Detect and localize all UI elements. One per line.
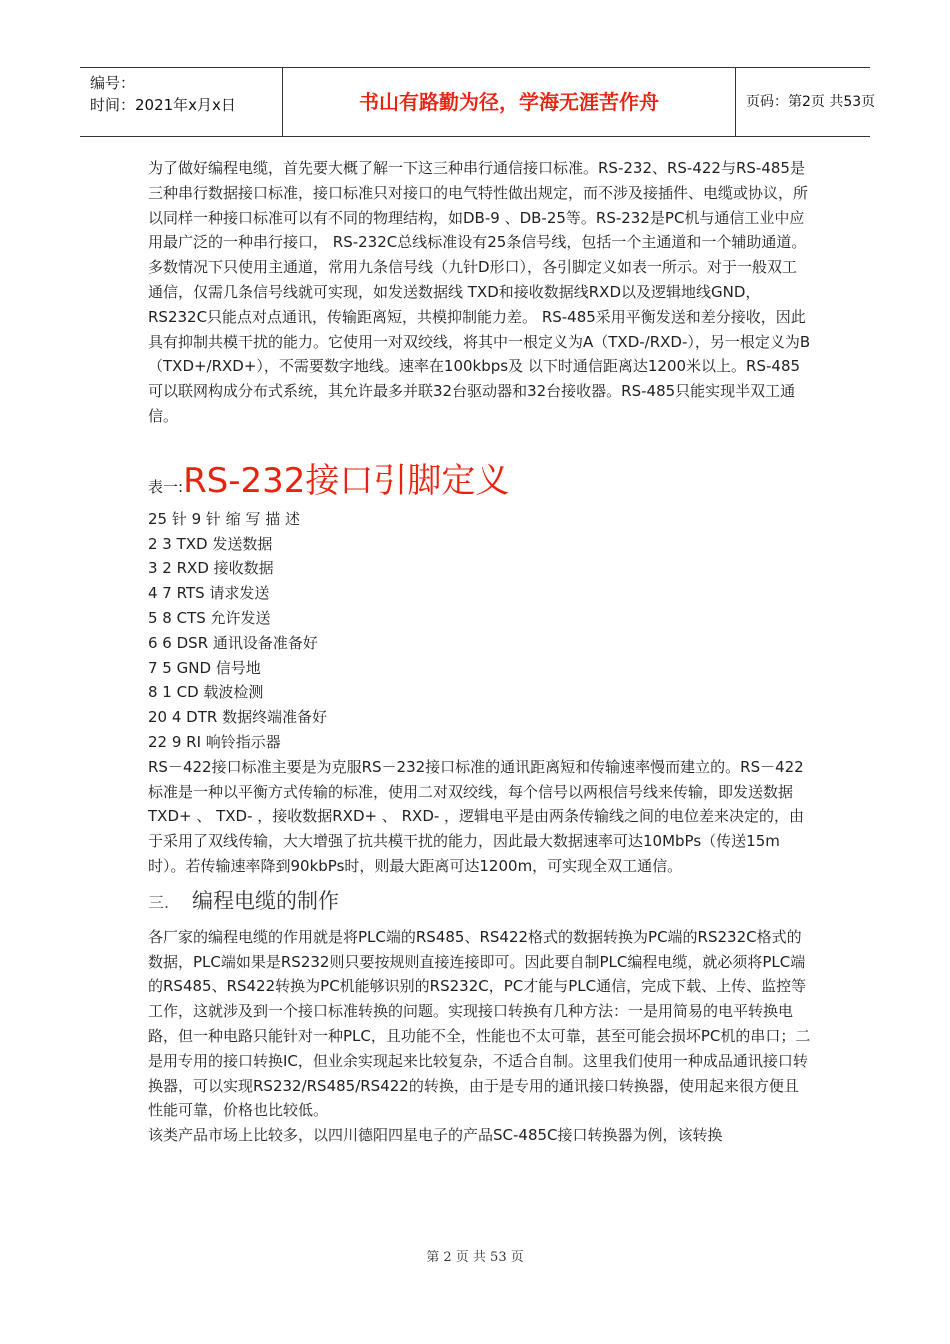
pin-table-row: 3 2 RXD 接收数据 (148, 559, 274, 578)
intro-paragraph: 为了做好编程电缆，首先要大概了解一下这三种串行通信接口标准。RS-232、RS-422与RS-485是三种串行数据接口标准，接口标准只对接口的电气特性做出规定，而不涉及接插件、电缆或协议，所以同样一种接口标准可以有不同的物理结构，如DB-9 、DB-25等。RS-232是PC机与通信工业中应用最广泛的一种串行接口， RS-232C总线标准设有25条信号线，包括一个主通道和一个辅助通道。多数情况下只使用主通道，常用九条信号线（九针D形口），各引脚定义如表一所示。对于一般双工通信，仅需几条信号线就可实现，如发送数据线 TXD和接收数据线RXD以及逻辑地线GND，RS232C只能点对点通讯，传输距离短，共模抑制能力差。 RS-485采用平衡发送和差分接收，因此具有抑制共模干扰的能力。它使用一对双绞线，将其中一根定义为A（TXD-/RXD-），另一根定义为B（TXD+/RXD+），不需要数字地线。速率在100kbps及 以下时通信距离达1200米以上。RS-485可以联网构成分布式系统，其允许最多并联32台驱动器和32台接收器。RS-485只能实现半双工通信。 (148, 159, 811, 425)
section-number: 三. (148, 892, 170, 912)
pin-table-header: 25 针 9 针 缩 写 描 述 (148, 509, 301, 528)
pin-table-row: 5 8 CTS 允许发送 (148, 608, 271, 627)
header-meta (80, 68, 282, 136)
table-title (148, 455, 812, 507)
table-title-prefix: 表一: (148, 477, 184, 496)
section-heading (148, 883, 812, 921)
document-number: 编号： (90, 74, 136, 92)
pin-table-row: 4 7 RTS 请求发送 (148, 584, 270, 603)
pin-table (148, 507, 812, 755)
section-paragraph: 各厂家的编程电缆的作用就是将PLC端的RS485、RS422格式的数据转换为PC端的RS232C格式的数据，PLC端如果是RS232则只要按规则直接连接即可。因此要自制PLC编程电缆，就必须将PLC端的RS485、RS422转换为PC机能够识别的RS232C，PC才能与PLC通信，完成下载、上传、监控等工作，这就涉及到一个接口标准转换的问题。实现接口转换有几种方法：一是用简易的电平转换电路，但一种电路只能针对一种PLC，且功能不全，性能也不太可靠，甚至可能会损坏PC机的串口；二是用专用的接口转换IC，但业余实现起来比较复杂，不适合自制。这里我们使用一种成品通讯接口转换器，可以实现RS232/RS485/RS422的转换，由于是专用的通讯接口转换器，使用起来很方便且性能可靠，价格也比较低。 (148, 927, 811, 1120)
document-body (148, 156, 812, 1148)
section-title: 编程电缆的制作 (192, 888, 339, 913)
header-page-info: 页码：第2页 共53页 (746, 94, 876, 110)
rs422-paragraph: RS－422接口标准主要是为克服RS－232接口标准的通讯距离短和传输速率慢而建立的。RS－422标准是一种以平衡方式传输的标准，使用二对双绞线，每个信号以两根信号线来传输，即发送数据TXD+ 、 TXD- ，接收数据RXD+ 、 RXD- ，逻辑电平是由两条传输线之间的电位差来决定的，由于采用了双线传输，大大增强了抗共模干扰的能力，因此最大数据速率可达10MbPs（传送15m时）。若传输速率降到90kbPs时，则最大距离可达1200m，可实现全双工通信。 (148, 757, 805, 875)
page-header (80, 67, 876, 137)
pin-table-row: 22 9 RI 响铃指示器 (148, 732, 281, 751)
pin-table-row: 8 1 CD 载波检测 (148, 683, 264, 702)
pin-table-row: 6 6 DSR 通讯设备准备好 (148, 633, 318, 652)
page-footer: 第 2 页 共 53 页 (426, 1250, 524, 1265)
table-title-main: RS-232接口引脚定义 (183, 460, 510, 501)
header-motto: 书山有路勤为径，学海无涯苦作舟 (282, 68, 736, 136)
section-paragraph-continued: 该类产品市场上比较多，以四川德阳四星电子的产品SC-485C接口转换器为例，该转换 (148, 1126, 723, 1145)
pin-table-row: 7 5 GND 信号地 (148, 658, 261, 677)
document-time: 时间：2021年x月x日 (90, 96, 236, 114)
pin-table-row: 20 4 DTR 数据终端准备好 (148, 708, 328, 727)
pin-table-row: 2 3 TXD 发送数据 (148, 534, 273, 553)
